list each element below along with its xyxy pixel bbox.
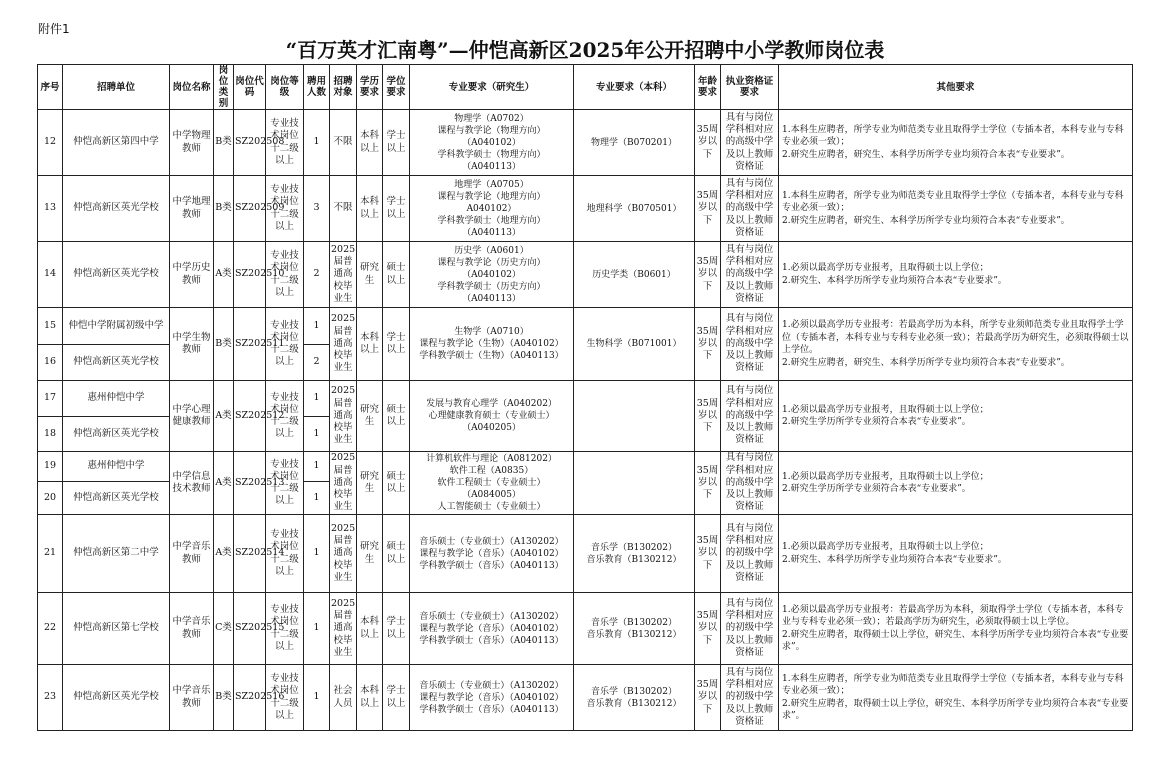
header-cert: 执业资格证要求 [721,65,779,110]
cell-code: SZ202508 [234,110,266,176]
cell-category: B类 [214,176,234,242]
header-degree: 学位要求 [383,65,410,110]
cell-level: 专业技术岗位十二级以上 [266,593,304,665]
table-row [38,308,1133,345]
cell-no: 14 [38,242,63,308]
cell-cert: 具有与岗位学科相对应的高级中学及以上教师资格证 [721,242,779,308]
cell-target: 2025届普通高校毕业生 [330,452,357,515]
cell-major-grad-line: 学科教学硕士（音乐）（A040113） [419,704,564,715]
cell-level: 专业技术岗位十二级以上 [266,242,304,308]
cell-unit: 仲恺高新区英光学校 [63,482,170,515]
cell-cert: 具有与岗位学科相对应的高级中学及以上教师资格证 [721,110,779,176]
table-row [38,381,1133,417]
cell-other-line: 2.研究生、本科学历所学专业均须符合本表“专业要求”。 [782,554,1007,565]
cell-unit: 仲恺高新区英光学校 [63,345,170,381]
cell-major-ug: 历史学类（B0601） [574,242,695,308]
cell-unit: 仲恺高新区第四中学 [63,110,170,176]
cell-major-grad-line: （A040102） [462,137,521,148]
cell-cert: 具有与岗位学科相对应的高级中学及以上教师资格证 [721,452,779,515]
cell-count: 1 [304,417,330,452]
cell-other-line: 2.研究生应聘者，取得硕士以上学位，研究生、本科学历所学专业均须符合本表“专业要求”。 [782,629,1129,652]
cell-other-line: 1.必须以最高学历专业报考，且取得硕士以上学位； [782,404,989,415]
cell-major-ug-line: 音乐教育（B130212） [586,629,682,640]
cell-major-ug-line: 音乐学（B130202） [591,542,677,553]
cell-major-ug [574,515,695,593]
cell-major-grad-line: 软件工程硕士（专业硕士） [437,478,546,488]
cell-target: 2025届普通高校毕业生 [330,308,357,381]
cell-no: 19 [38,452,63,482]
cell-count: 1 [304,308,330,345]
cell-other-line: 1.必须以最高学历专业报考，且取得硕士以上学位； [782,263,989,273]
cell-degree: 学士以上 [383,308,410,381]
cell-education: 研究生 [357,515,383,593]
cell-major-grad-line: 课程与教学论（音乐）（A040102） [419,623,564,634]
cell-education: 研究生 [357,452,383,515]
cell-no: 12 [38,110,63,176]
cell-level: 专业技术岗位十二级以上 [266,452,304,515]
cell-education: 本科以上 [357,665,383,731]
cell-unit: 仲恺高新区第二中学 [63,515,170,593]
cell-code: SZ202515 [234,593,266,665]
cell-degree: 硕士以上 [383,515,410,593]
cell-other [779,452,1133,515]
cell-target: 2025届普通高校毕业生 [330,515,357,593]
cell-other-line: 1.本科生应聘者，所学专业为师范类专业且取得学士学位（专插本者，本科专业与专科专业必须一致）； [782,124,1124,148]
cell-unit: 仲恺高新区第七学校 [63,593,170,665]
cell-other-line: 2.研究生学历所学专业须符合本表“专业要求”。 [782,417,971,427]
cell-unit: 仲恺高新区英光学校 [63,417,170,452]
cell-target: 2025届普通高校毕业生 [330,593,357,665]
cell-code: SZ202514 [234,515,266,593]
table-row [38,176,1133,242]
cell-education: 研究生 [357,242,383,308]
cell-code: SZ202516 [234,665,266,731]
table-row [38,515,1133,593]
cell-degree: 学士以上 [383,176,410,242]
cell-cert: 具有与岗位学科相对应的初级中学及以上教师资格证 [721,593,779,665]
cell-level: 专业技术岗位十二级以上 [266,110,304,176]
cell-major-ug-line: 音乐学（B130202） [591,686,677,697]
cell-other [779,381,1133,452]
cell-code: SZ202510 [234,242,266,308]
header-age: 年龄要求 [695,65,721,110]
cell-education: 研究生 [357,381,383,452]
cell-unit: 仲恺中学附属初级中学 [63,308,170,345]
cell-major-ug [574,381,695,452]
cell-no: 22 [38,593,63,665]
cell-major-grad [410,515,574,593]
cell-major-grad-line: 课程与教学论（音乐）（A040102） [419,692,564,703]
cell-major-grad-line: 学科教学硕士（音乐）（A040113） [419,635,564,646]
cell-major-grad-line: 音乐硕士（专业硕士）（A130202） [419,611,564,622]
header-no: 序号 [38,65,63,110]
cell-unit: 仲恺高新区英光学校 [63,665,170,731]
cell-no: 16 [38,345,63,381]
cell-other [779,176,1133,242]
cell-level: 专业技术岗位十二级以上 [266,308,304,381]
cell-count: 1 [304,381,330,417]
cell-education: 本科以上 [357,593,383,665]
cell-category: C类 [214,593,234,665]
header-row [38,65,1133,110]
cell-major-grad [410,665,574,731]
cell-major-grad-line: （A040205） [462,423,521,433]
cell-major-grad-line: 学科教学硕士（音乐）（A040113） [419,560,564,571]
cell-other-line: 1.必须以最高学历专业报考：若最高学历为本科，所学专业须师范类专业且取得学士学位（专插本者，本科专业与专科专业必须一致）；若最高学历为研究生，必须取得硕士以上学位。 [782,320,1129,355]
cell-major-grad-line: 学科教学硕士（生物）（A040113） [419,351,564,361]
cell-major-grad-line: 历史学（A0601） [454,245,529,256]
cell-target: 2025届普通高校毕业生 [330,381,357,452]
cell-count: 3 [304,176,330,242]
cell-cert: 具有与岗位学科相对应的高级中学及以上教师资格证 [721,381,779,452]
cell-level: 专业技术岗位十二级以上 [266,665,304,731]
cell-major-grad-line: 人工智能硕士（专业硕士） [437,502,546,512]
cell-major-grad-line: 课程与教学论（音乐）（A040102） [419,548,564,559]
cell-position: 中学音乐教师 [170,593,214,665]
cell-no: 13 [38,176,63,242]
cell-other-line: 1.本科生应聘者，所学专业为师范类专业且取得学士学位（专插本者，本科专业与专科专业必须一致）； [782,190,1124,214]
cell-major-grad-line: A040102） [466,203,517,214]
cell-no: 15 [38,308,63,345]
table-row [38,110,1133,176]
cell-major-grad-line: 课程与教学论（生物）（A040102） [419,339,564,349]
cell-count: 1 [304,515,330,593]
cell-position: 中学生物教师 [170,308,214,381]
cell-code: SZ202509 [234,176,266,242]
cell-major-grad [410,308,574,381]
cell-major-grad-line: 课程与教学论（历史方向） [437,257,546,268]
cell-level: 专业技术岗位十二级以上 [266,176,304,242]
cell-age: 35周岁以下 [695,110,721,176]
cell-major-grad-line: 计算机软件与理论（A081202） [426,454,557,464]
cell-other-line: 1.必须以最高学历专业报考，且取得硕士以上学位； [782,542,989,552]
cell-other [779,515,1133,593]
cell-other-line: 2.研究生学历所学专业须符合本表“专业要求”。 [782,484,971,494]
cell-degree: 学士以上 [383,593,410,665]
cell-category: A类 [214,381,234,452]
cell-code: SZ202513 [234,452,266,515]
cell-other [779,665,1133,731]
cell-count: 1 [304,593,330,665]
cell-major-grad-line: （A040113） [462,293,521,304]
cell-major-grad-line: 学科教学硕士（物理方向） [437,149,546,160]
header-unit: 招聘单位 [63,65,170,110]
cell-major-ug-line: 音乐学（B130202） [591,617,677,628]
cell-major-grad [410,242,574,308]
cell-degree: 学士以上 [383,665,410,731]
cell-no: 21 [38,515,63,593]
header-edu: 学历要求 [357,65,383,110]
header-major-ug: 专业要求（本科） [574,65,695,110]
cell-major-grad-line: 生物学（A0710） [454,327,529,337]
cell-education: 本科以上 [357,176,383,242]
cell-age: 35周岁以下 [695,593,721,665]
header-count: 聘用人数 [304,65,330,110]
cell-count: 1 [304,110,330,176]
cell-count: 2 [304,345,330,381]
cell-age: 35周岁以下 [695,452,721,515]
cell-cert: 具有与岗位学科相对应的高级中学及以上教师资格证 [721,308,779,381]
cell-degree: 硕士以上 [383,242,410,308]
cell-other [779,308,1133,381]
cell-category: B类 [214,665,234,731]
cell-major-grad-line: 音乐硕士（专业硕士）（A130202） [419,536,564,547]
cell-other [779,593,1133,665]
cell-code: SZ202511 [234,308,266,381]
header-other: 其他要求 [779,65,1133,110]
cell-code: SZ202512 [234,381,266,452]
cell-major-ug: 物理学（B070201） [574,110,695,176]
attachment-label: 附件1 [38,22,70,36]
cell-age: 35周岁以下 [695,665,721,731]
cell-cert: 具有与岗位学科相对应的初级中学及以上教师资格证 [721,515,779,593]
cell-major-grad-line: 发展与教育心理学（A040202） [426,399,557,409]
cell-major-grad [410,593,574,665]
cell-position: 中学信息技术教师 [170,452,214,515]
cell-age: 35周岁以下 [695,176,721,242]
cell-cert: 具有与岗位学科相对应的高级中学及以上教师资格证 [721,176,779,242]
cell-target: 不限 [330,176,357,242]
cell-major-ug [574,452,695,515]
cell-category: B类 [214,110,234,176]
cell-major-grad-line: 课程与教学论（物理方向） [437,125,546,136]
table-row [38,593,1133,665]
cell-target: 社会人员 [330,665,357,731]
cell-other-line: 1.必须以最高学历专业报考：若最高学历为本科，须取得学士学位（专插本者，本科专业与专科专业必须一致）；若最高学历为研究生，必须取得硕士以上学位。 [782,604,1124,627]
cell-cert: 具有与岗位学科相对应的初级中学及以上教师资格证 [721,665,779,731]
cell-position: 中学物理教师 [170,110,214,176]
cell-other [779,242,1133,308]
cell-major-grad-line: 课程与教学论（地理方向） [437,191,546,202]
cell-count: 1 [304,452,330,482]
cell-position: 中学音乐教师 [170,515,214,593]
cell-level: 专业技术岗位十二级以上 [266,381,304,452]
cell-no: 18 [38,417,63,452]
header-major-grad: 专业要求（研究生） [410,65,574,110]
table-row [38,452,1133,482]
cell-count: 2 [304,242,330,308]
cell-category: B类 [214,308,234,381]
cell-unit: 仲恺高新区英光学校 [63,176,170,242]
cell-major-grad [410,110,574,176]
cell-major-grad-line: 学科教学硕士（地理方向） [437,215,546,226]
cell-degree: 学士以上 [383,110,410,176]
cell-other-line: 1.必须以最高学历专业报考，且取得硕士以上学位； [782,471,989,482]
cell-target: 不限 [330,110,357,176]
cell-degree: 硕士以上 [383,381,410,452]
cell-major-ug: 地理科学（B070501） [574,176,695,242]
cell-major-ug [574,665,695,731]
cell-age: 35周岁以下 [695,381,721,452]
cell-major-grad-line: （A084005） [462,490,521,500]
table-row [38,242,1133,308]
cell-age: 35周岁以下 [695,308,721,381]
cell-major-grad-line: 音乐硕士（专业硕士）（A130202） [419,680,564,691]
cell-major-grad-line: （A040102） [462,269,521,280]
cell-education: 本科以上 [357,308,383,381]
cell-category: A类 [214,452,234,515]
cell-position: 中学历史教师 [170,242,214,308]
cell-age: 35周岁以下 [695,242,721,308]
cell-other [779,110,1133,176]
cell-other-line: 1.本科生应聘者，所学专业为师范类专业且取得学士学位（专插本者，本科专业与专科专业必须一致）； [782,673,1124,696]
cell-major-grad-line: （A040113） [462,227,521,238]
cell-major-grad-line: 地理学（A0705） [454,179,529,190]
cell-position: 中学心理健康教师 [170,381,214,452]
cell-position: 中学地理教师 [170,176,214,242]
cell-major-ug: 生物科学（B071001） [574,308,695,381]
cell-major-grad-line: 心理健康教育硕士（专业硕士） [428,411,555,421]
header-target: 招聘对象 [330,65,357,110]
recruitment-table [37,64,1133,731]
cell-other-line: 2.研究生应聘者，取得硕士以上学位，研究生、本科学历所学专业均须符合本表“专业要求”。 [782,698,1129,721]
header-pos: 岗位名称 [170,65,214,110]
cell-no: 23 [38,665,63,731]
cell-unit: 惠州仲恺中学 [63,452,170,482]
cell-category: A类 [214,515,234,593]
header-cat: 岗位类别 [214,65,234,110]
cell-major-ug [574,593,695,665]
cell-major-grad-line: 软件工程（A0835） [449,466,534,476]
cell-count: 1 [304,482,330,515]
cell-other-line: 2.研究生、本科学历所学专业均须符合本表“专业要求”。 [782,275,1007,286]
page-title: “百万英才汇南粤”—仲恺高新区2025年公开招聘中小学教师岗位表 [285,38,885,62]
cell-major-grad [410,381,574,452]
cell-level: 专业技术岗位十二级以上 [266,515,304,593]
cell-position: 中学音乐教师 [170,665,214,731]
cell-major-grad [410,176,574,242]
table-row [38,665,1133,731]
cell-major-ug-line: 音乐教育（B130212） [586,554,682,565]
cell-unit: 仲恺高新区英光学校 [63,242,170,308]
cell-other-line: 2.研究生应聘者，研究生、本科学历所学专业均须符合本表“专业要求”。 [782,149,1070,160]
cell-target: 2025届普通高校毕业生 [330,242,357,308]
cell-other-line: 2.研究生应聘者，研究生、本科学历所学专业均须符合本表“专业要求”。 [782,357,1070,368]
cell-no: 20 [38,482,63,515]
cell-other-line: 2.研究生应聘者，研究生、本科学历所学专业均须符合本表“专业要求”。 [782,215,1070,226]
cell-unit: 惠州仲恺中学 [63,381,170,417]
header-code: 岗位代码 [234,65,266,110]
cell-degree: 硕士以上 [383,452,410,515]
cell-major-grad [410,452,574,515]
cell-major-grad-line: 学科教学硕士（历史方向） [437,281,546,292]
cell-age: 35周岁以下 [695,515,721,593]
cell-count: 1 [304,665,330,731]
cell-category: A类 [214,242,234,308]
header-level: 岗位等级 [266,65,304,110]
cell-major-grad-line: 物理学（A0702） [454,113,529,124]
cell-education: 本科以上 [357,110,383,176]
cell-major-grad-line: （A040113） [462,161,521,172]
cell-no: 17 [38,381,63,417]
cell-major-ug-line: 音乐教育（B130212） [586,698,682,709]
